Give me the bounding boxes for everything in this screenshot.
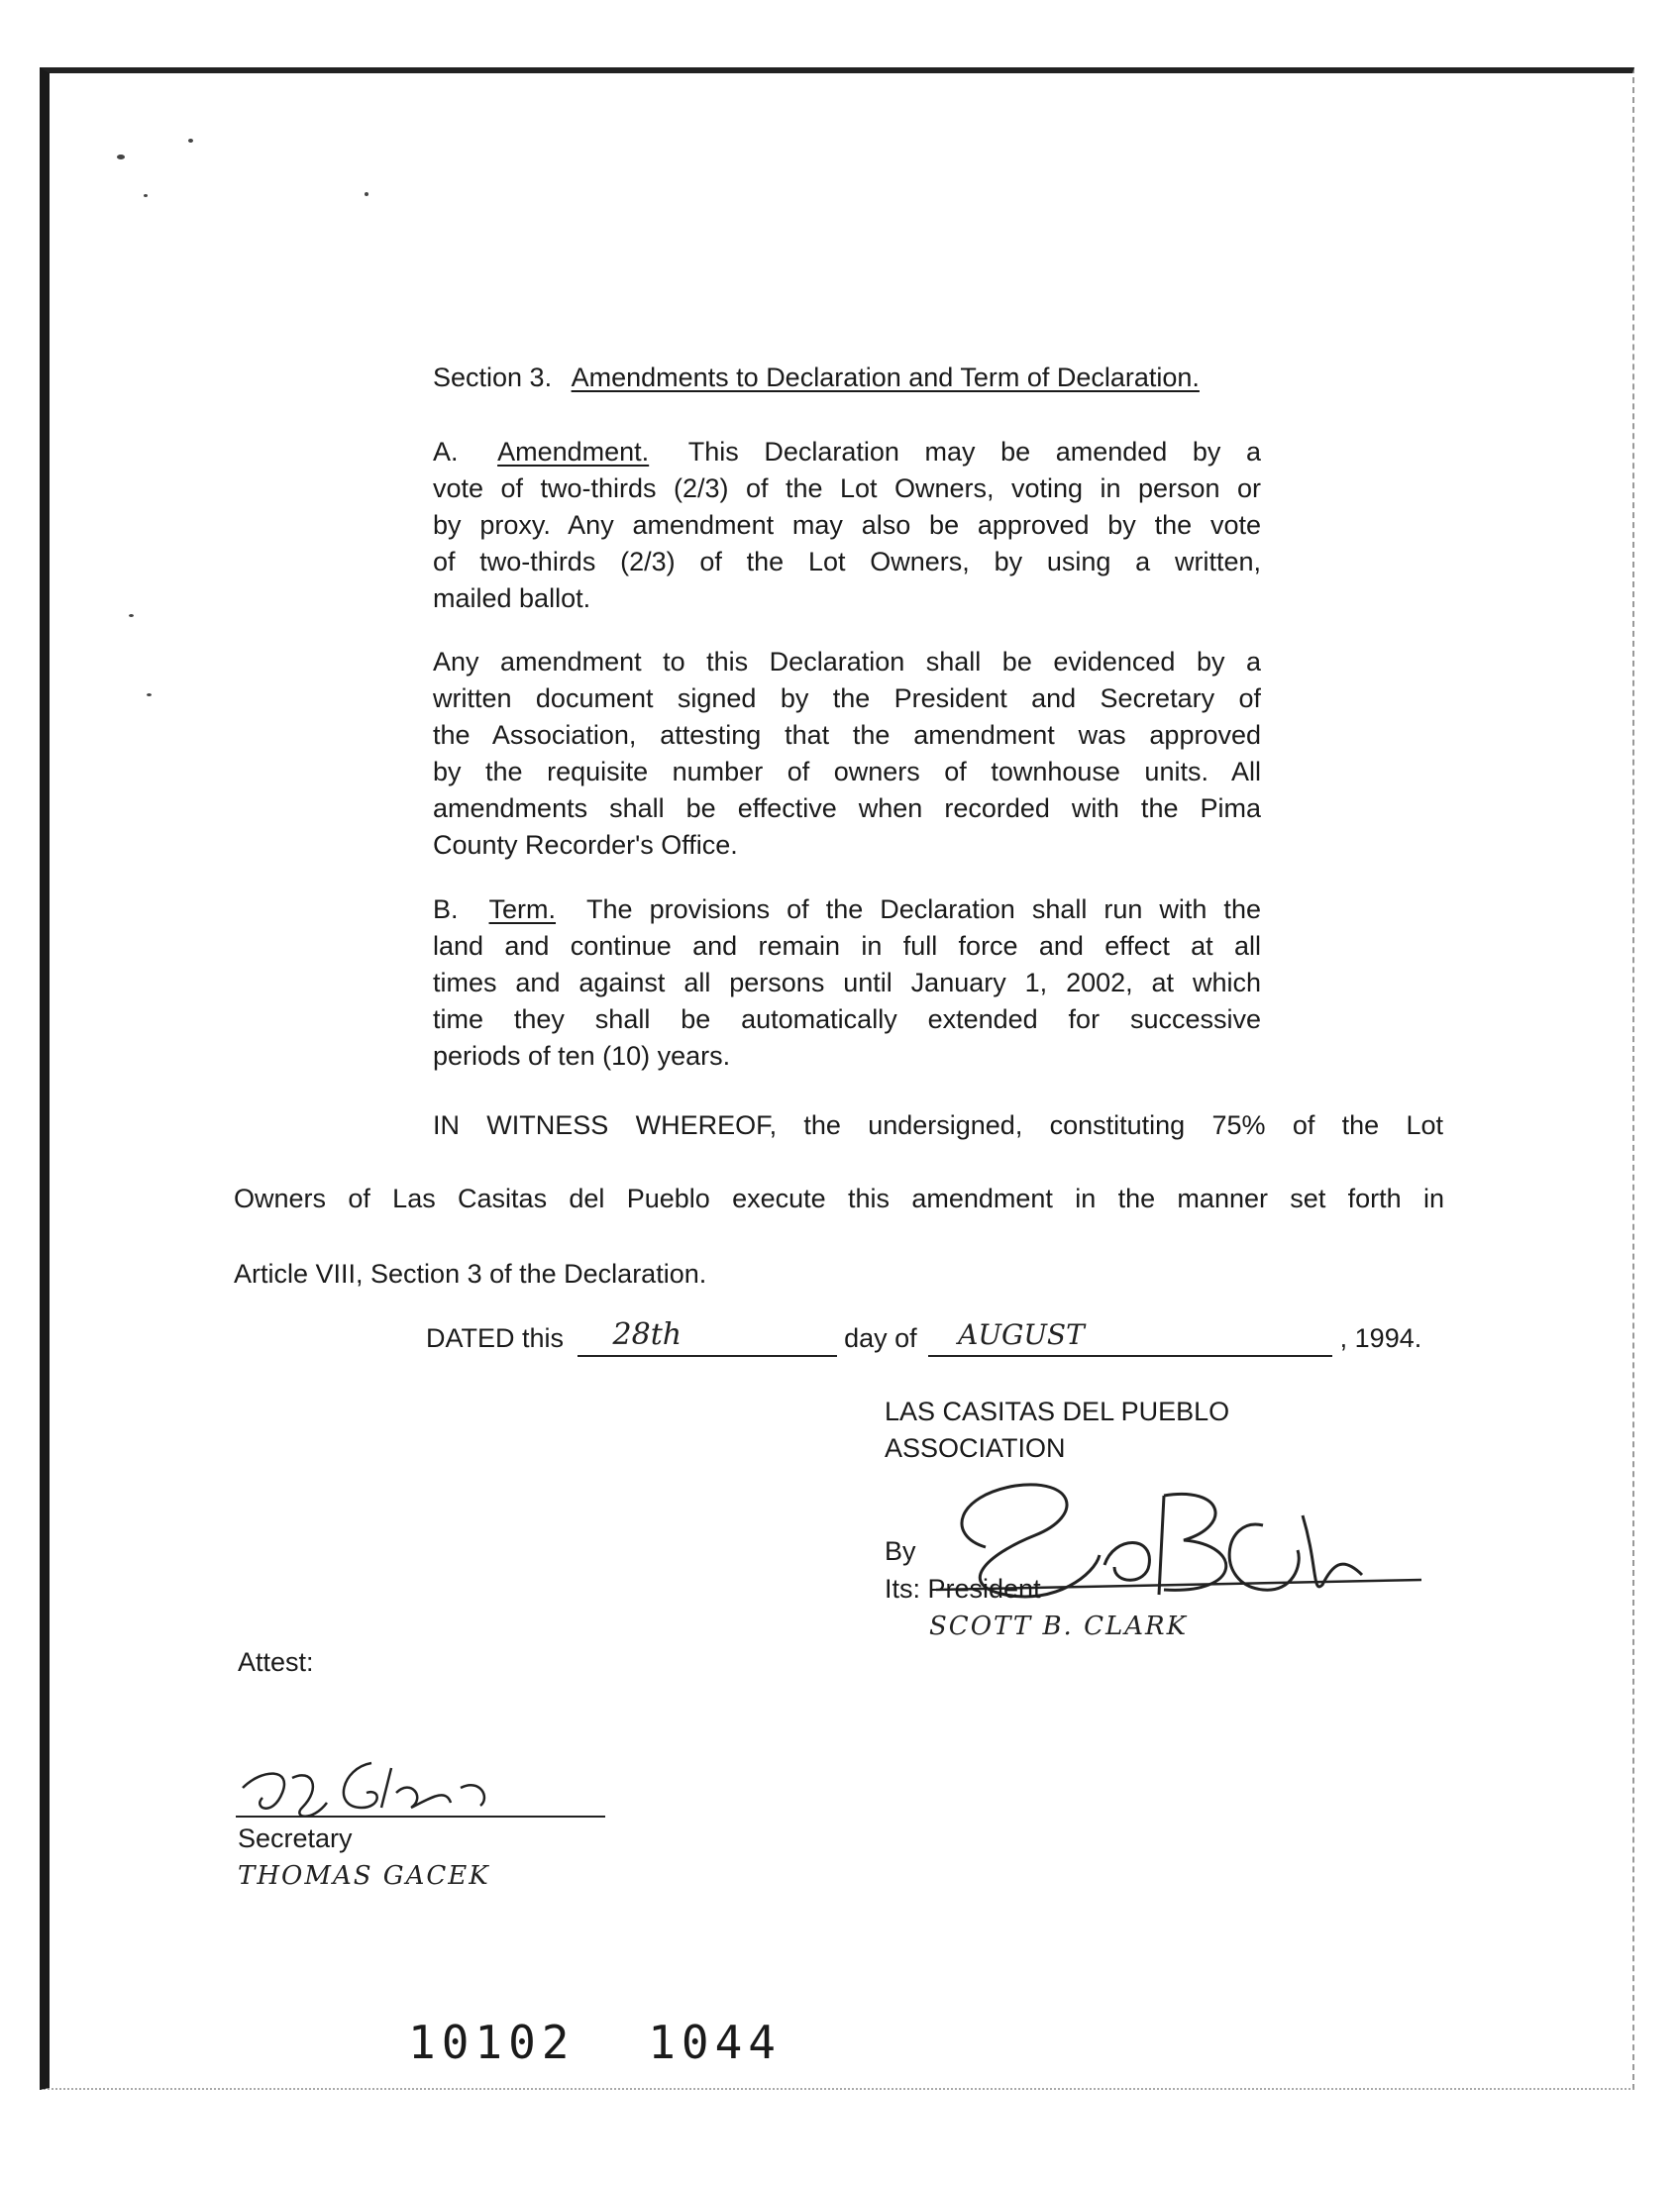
- para-b-line-4: time they shall be automatically extended for successive: [433, 1004, 1261, 1034]
- dated-line: [426, 1317, 1422, 1357]
- president-printed-name: [929, 1609, 1188, 1645]
- its-text: Its: President: [885, 1574, 1041, 1604]
- recording-page: 1044: [648, 2016, 782, 2069]
- secretary-name-text: THOMAS GACEK: [238, 1861, 490, 1891]
- dated-month: AUGUST: [958, 1318, 1085, 1351]
- paragraph-line: [433, 891, 1261, 928]
- scan-speck: [147, 693, 152, 696]
- para-a-label: A.: [433, 437, 459, 467]
- by-text: By: [885, 1536, 916, 1566]
- para-b-line-3: times and against all persons until January 1, 2002, at which: [433, 968, 1261, 997]
- president-name-text: SCOTT B. CLARK: [929, 1612, 1189, 1641]
- scan-speck: [188, 139, 193, 143]
- para-a2-line-1: Any amendment to this Declaration shall be evidenced by a: [433, 647, 1261, 677]
- scan-speck: [117, 155, 125, 159]
- witness-line-1: [433, 1107, 1443, 1144]
- para-a2-line-3: the Association, attesting that the amendment was approved: [433, 720, 1261, 750]
- scan-speck: [129, 614, 134, 617]
- attest-label: [238, 1644, 314, 1681]
- secretary-text: Secretary: [238, 1823, 353, 1853]
- recording-number: [408, 2016, 782, 2069]
- para-a2-line-5: amendments shall be effective when recorded with the Pima: [433, 793, 1261, 823]
- section-title: Amendments to Declaration and Term of Declaration.: [571, 363, 1200, 392]
- witness-text-2: Owners of Las Casitas del Pueblo execute this amendment in the manner set forth in: [234, 1184, 1444, 1213]
- month-field: [928, 1318, 1332, 1357]
- dated-day: 28th: [612, 1317, 682, 1352]
- section-heading: [433, 360, 1384, 396]
- witness-text-1: IN WITNESS WHEREOF, the undersigned, constituting 75% of the Lot: [433, 1110, 1443, 1140]
- dated-suffix: , 1994.: [1339, 1323, 1422, 1353]
- scan-speck: [144, 194, 148, 197]
- para-b-line-5: periods of ten (10) years.: [433, 1041, 731, 1071]
- para-a2-line-2: written document signed by the President and Secretary of: [433, 683, 1261, 713]
- para-a-heading: Amendment.: [497, 437, 650, 467]
- association-line-2: ASSOCIATION: [885, 1433, 1066, 1463]
- para-a-line-2: vote of two-thirds (2/3) of the Lot Owners, voting in person or: [433, 473, 1261, 503]
- dated-mid: day of: [844, 1323, 917, 1353]
- para-a-line-5: mailed ballot.: [433, 583, 591, 613]
- recording-book: 10102: [408, 2016, 576, 2069]
- scan-speck: [365, 192, 368, 196]
- para-a-line-4: of two-thirds (2/3) of the Lot Owners, by using a written,: [433, 547, 1261, 576]
- paragraph-amendment: [433, 434, 1261, 617]
- secretary-title: [238, 1821, 353, 1857]
- para-b-label: B.: [433, 894, 459, 924]
- para-b-line-2: land and continue and remain in full force and effect at all: [433, 931, 1261, 961]
- secretary-signature-line: [236, 1816, 605, 1818]
- witness-line-3: [234, 1256, 706, 1293]
- para-b-line-1: The provisions of the Declaration shall run with the: [586, 894, 1261, 924]
- witness-line-2: [234, 1181, 1444, 1217]
- president-title: [885, 1571, 1041, 1608]
- para-a-line-1: This Declaration may be amended by a: [687, 437, 1261, 467]
- para-a-line-3: by proxy. Any amendment may also be approved by the vote: [433, 510, 1261, 540]
- paragraph-amendment-evidence: [433, 644, 1261, 864]
- paragraph-line: [433, 434, 1261, 470]
- para-b-heading: Term.: [488, 894, 557, 924]
- para-a2-line-4: by the requisite number of owners of townhouse units. All: [433, 757, 1261, 786]
- section-prefix: Section 3.: [433, 363, 553, 392]
- day-field: [578, 1317, 837, 1357]
- para-a2-line-6: County Recorder's Office.: [433, 830, 738, 860]
- attest-text: Attest:: [238, 1647, 314, 1677]
- dated-prefix: DATED this: [426, 1323, 565, 1353]
- signature-by-label: [885, 1533, 916, 1570]
- association-line-1: LAS CASITAS DEL PUEBLO: [885, 1397, 1230, 1426]
- paragraph-term: [433, 891, 1261, 1075]
- secretary-printed-name: [238, 1858, 490, 1895]
- witness-text-3: Article VIII, Section 3 of the Declaration.: [234, 1259, 707, 1289]
